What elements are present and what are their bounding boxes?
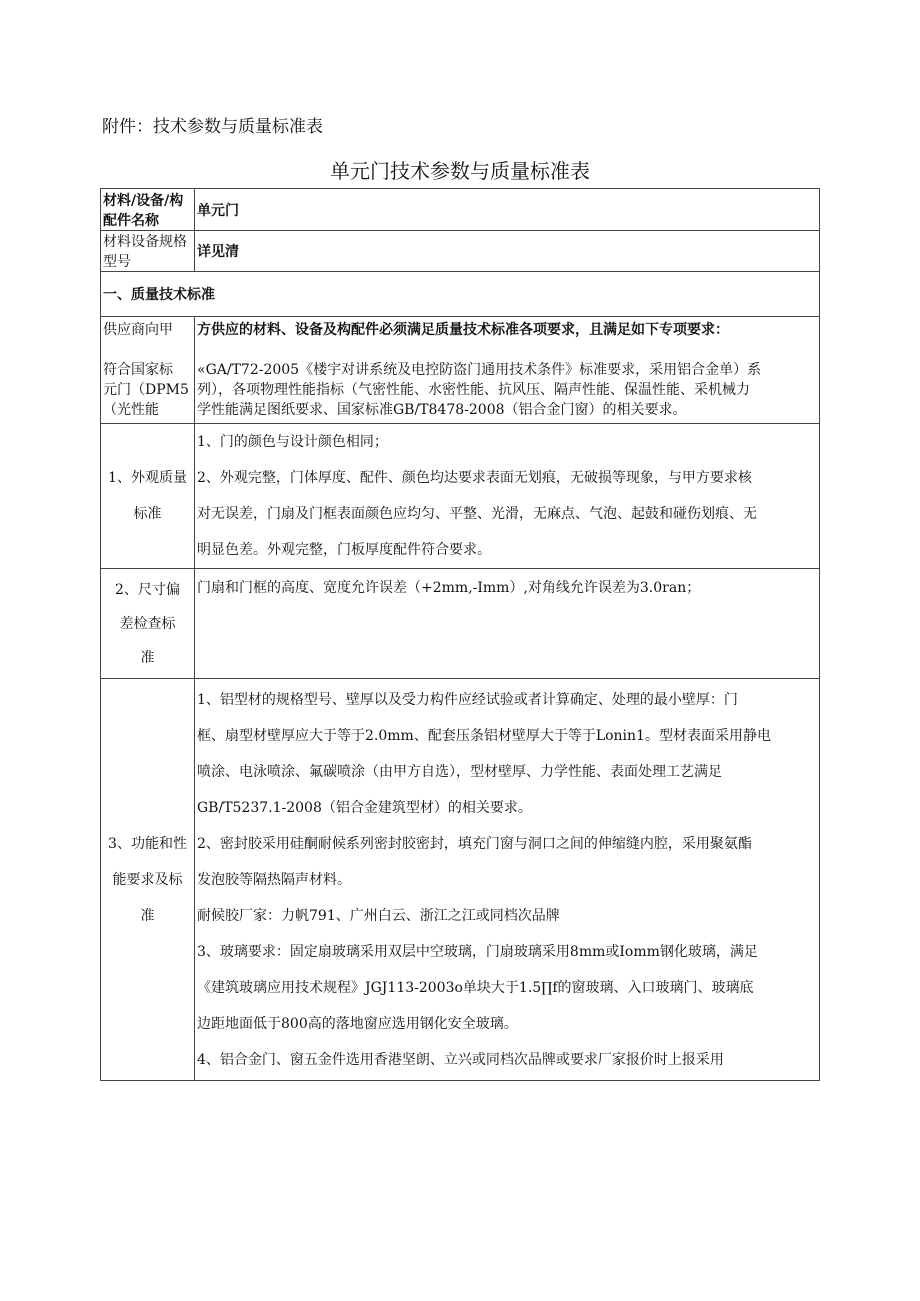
function-right bbox=[195, 679, 820, 1081]
text-line: 2、密封胶采用硅酮耐候系列密封胶密封，填充门窗与洞口之间的伸缩缝内腔，采用聚氨酯 bbox=[197, 835, 752, 852]
text-line: 列），各项物理性能指标（气密性能、水密性能、抗风压、隔声性能、保温性能、采机械力 bbox=[197, 382, 750, 398]
text-line: 《建筑玻璃应用技术规程》JGJ113-2003o单块大于1.5∏f的窗玻璃、入口玻璃门、玻璃底 bbox=[197, 979, 754, 996]
name-value: 单元门 bbox=[195, 189, 820, 231]
supplier-right bbox=[195, 317, 820, 424]
standards-table bbox=[100, 188, 820, 1081]
text-line: 能要求及标 bbox=[112, 871, 183, 888]
text-line: 供应商向甲 bbox=[103, 322, 173, 338]
text-line bbox=[197, 340, 817, 360]
function-left bbox=[101, 679, 195, 1081]
text-line: 明显色差。外观完整，门板厚度配件符合要求。 bbox=[197, 542, 491, 558]
text-line: 3、玻璃要求：固定扇玻璃采用双层中空玻璃，门扇玻璃采用8mm或Iomm钢化玻璃，满足 bbox=[197, 943, 758, 960]
text-line bbox=[103, 340, 192, 360]
document-title: 单元门技术参数与质量标准表 bbox=[330, 159, 590, 183]
text-line: 元门（DPM5 bbox=[103, 382, 189, 398]
text-line: 发泡胶等隔热隔声材料。 bbox=[197, 871, 351, 888]
text-line: 1、门的颜色与设计颜色相同； bbox=[197, 434, 388, 450]
text-line: 门扇和门框的高度、宽度允许误差（+2mm,-Imm）,对角线允许误差为3.0ran； bbox=[197, 580, 701, 596]
text-line: 框、扇型材壁厚应大于等于2.0mm、配套压条铝材壁厚大于等于Lonin1。型材表面采用静电 bbox=[197, 727, 771, 744]
supplier-left bbox=[101, 317, 195, 424]
text-line: 耐候胶厂家：力帆791、广州白云、浙江之江或同档次品牌 bbox=[197, 907, 560, 924]
appearance-right bbox=[195, 424, 820, 569]
text-line: 准 bbox=[140, 907, 155, 924]
spec-label: 材料设备规格型号 bbox=[101, 231, 195, 272]
appearance-left bbox=[101, 424, 195, 569]
text-line: 准 bbox=[140, 649, 155, 666]
section-heading: 一、质量技术标准 bbox=[101, 272, 820, 317]
text-line: 2、外观完整，门体厚度、配件、颜色均达要求表面无划痕，无破损等现象，与甲方要求核 bbox=[197, 470, 752, 486]
text-line: 方供应的材料、设备及构配件必须满足质量技术标准各项要求，且满足如下专项要求： bbox=[197, 322, 729, 338]
attachment-label: 附件：技术参数与质量标准表 bbox=[102, 117, 323, 137]
text-line: 2、尺寸偏 bbox=[115, 581, 180, 598]
text-line: 学性能满足图纸要求、国家标准GB/T8478-2008（铝合金门窗）的相关要求。 bbox=[197, 402, 687, 418]
text-line: 4、铝合金门、窗五金件选用香港坚朗、立兴或同档次品牌或要求厂家报价时上报采用 bbox=[197, 1051, 724, 1068]
text-line: 标准 bbox=[133, 506, 162, 522]
text-line: 喷涂、电泳喷涂、氟碳喷涂（由甲方自选），型材壁厚、力学性能、表面处理工艺满足 bbox=[197, 763, 722, 780]
spec-value: 详见清 bbox=[195, 231, 820, 272]
text-line: 对无误差，门扇及门框表面颜色应均匀、平整、光滑，无麻点、气泡、起鼓和碰伤划痕、无 bbox=[197, 506, 757, 522]
text-line: 边距地面低于800高的落地窗应选用钢化安全玻璃。 bbox=[197, 1015, 518, 1032]
text-line: （光性能 bbox=[103, 402, 159, 418]
text-line: «GA/T72-2005《楼宇对讲系统及电控防盗门通用技术条件》标准要求，采用铝合金单）系 bbox=[197, 362, 762, 378]
size-left bbox=[101, 569, 195, 679]
size-right bbox=[195, 569, 820, 679]
text-line: 1、铝型材的规格型号、壁厚以及受力构件应经试验或者计算确定、处理的最小壁厚：门 bbox=[197, 691, 738, 708]
text-line: 差检查标 bbox=[119, 615, 176, 632]
text-line: 符合国家标 bbox=[103, 362, 173, 378]
text-line: GB/T5237.1-2008（铝合金建筑型材）的相关要求。 bbox=[197, 799, 532, 816]
name-label: 材料/设备/构配件名称 bbox=[101, 189, 195, 231]
text-line: 3、功能和性 bbox=[108, 835, 187, 852]
text-line: 1、外观质量 bbox=[108, 470, 187, 486]
